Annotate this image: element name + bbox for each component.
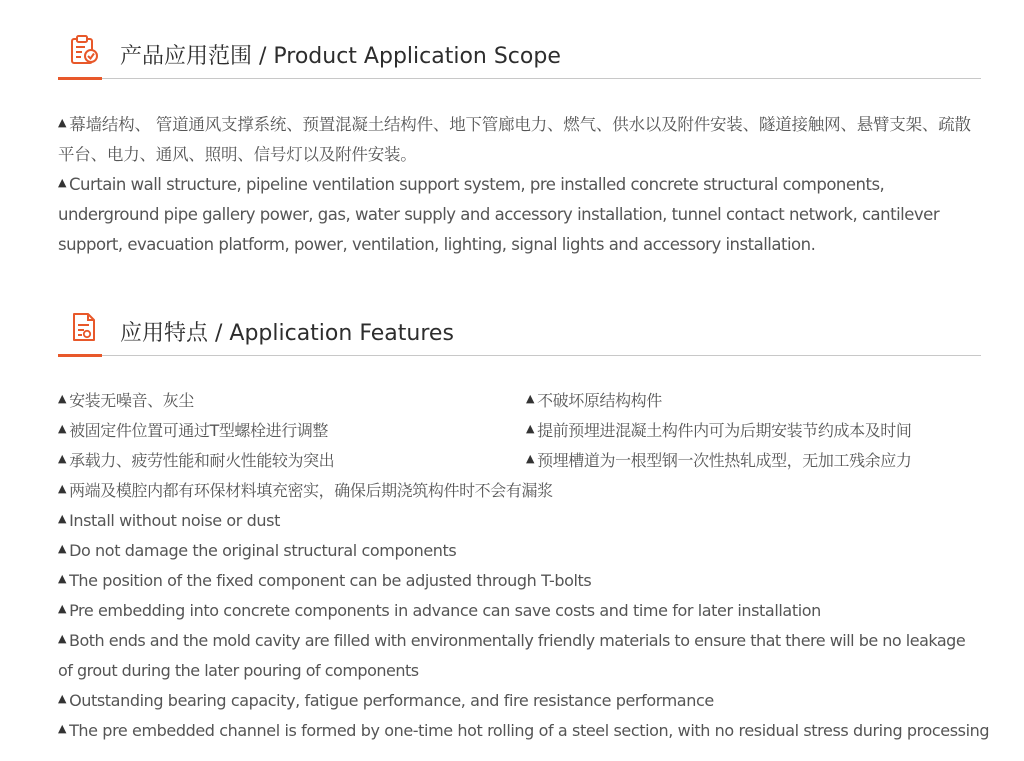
triangle-bullet-icon: ▲: [58, 422, 67, 435]
triangle-bullet-icon: ▲: [58, 482, 67, 495]
document-list-icon: [68, 311, 100, 343]
triangle-bullet-icon: ▲: [58, 722, 67, 735]
feature-item-zh: ▲ 提前预埋进混凝土构件内可为后期安装节约成本及时间: [526, 414, 911, 446]
feature-item-en: ▲ Do not damage the original structural components: [58, 534, 456, 566]
section-divider-accent: [58, 77, 102, 80]
scope-text-zh: ▲ 幕墙结构、 管道通风支撑系统、预置混凝土结构件、地下管廊电力、燃气、供水以及附件安装、隧道接触网、悬臂支架、疏散平台、电力、通风、照明、信号灯以及附件安装。: [58, 108, 983, 170]
feature-item-zh: ▲ 不破坏原结构构件: [526, 384, 662, 416]
section-header-features: [58, 309, 981, 349]
section-title-scope: 产品应用范围 / Product Application Scope: [120, 44, 561, 69]
triangle-bullet-icon: ▲: [58, 572, 67, 585]
section-header-scope: [58, 32, 981, 72]
section-divider: [58, 78, 981, 79]
feature-item-en: ▲ Both ends and the mold cavity are filled with environmentally friendly materials to ensure that there will be no leakage of grout during the later pouring of components: [58, 624, 983, 686]
feature-item-zh: ▲ 承载力、疲劳性能和耐火性能较为突出: [58, 444, 334, 476]
feature-item-zh: ▲ 安装无噪音、灰尘: [58, 384, 194, 416]
scope-text-en: ▲ Curtain wall structure, pipeline ventilation support system, pre installed concrete structural components, underground pipe gallery power, gas, water supply and accessory installation, tunnel contact network, cantilever support, evacuation platform, power, ventilation, lighting, signal lights and accessory installation.: [58, 168, 983, 260]
triangle-bullet-icon: ▲: [58, 392, 67, 405]
section-title-features: 应用特点 / Application Features: [120, 321, 454, 346]
feature-item-zh: ▲ 被固定件位置可通过T型螺栓进行调整: [58, 414, 328, 446]
section-divider: [58, 355, 981, 356]
feature-item-en: ▲ The pre embedded channel is formed by one-time hot rolling of a steel section, with no residual stress during processing: [58, 714, 989, 746]
triangle-bullet-icon: ▲: [58, 512, 67, 525]
feature-item-zh: ▲ 预埋槽道为一根型钢一次性热轧成型，无加工残余应力: [526, 444, 911, 476]
triangle-bullet-icon: ▲: [58, 542, 67, 555]
feature-item-zh: ▲ 两端及模腔内都有环保材料填充密实，确保后期浇筑构件时不会有漏浆: [58, 474, 553, 506]
feature-item-en: ▲ The position of the fixed component can be adjusted through T-bolts: [58, 564, 591, 596]
triangle-bullet-icon: ▲: [58, 632, 66, 645]
triangle-bullet-icon: ▲: [58, 602, 67, 615]
feature-item-en: ▲ Pre embedding into concrete components in advance can save costs and time for later installation: [58, 594, 821, 626]
triangle-bullet-icon: ▲: [526, 392, 535, 405]
section-divider-accent: [58, 354, 102, 357]
triangle-bullet-icon: ▲: [58, 116, 67, 129]
clipboard-check-icon: [68, 34, 100, 66]
triangle-bullet-icon: ▲: [526, 452, 535, 465]
triangle-bullet-icon: ▲: [58, 692, 67, 705]
triangle-bullet-icon: ▲: [58, 452, 67, 465]
triangle-bullet-icon: ▲: [58, 176, 66, 189]
triangle-bullet-icon: ▲: [526, 422, 535, 435]
feature-item-en: ▲ Install without noise or dust: [58, 504, 280, 536]
feature-item-en: ▲ Outstanding bearing capacity, fatigue performance, and fire resistance performance: [58, 684, 714, 716]
